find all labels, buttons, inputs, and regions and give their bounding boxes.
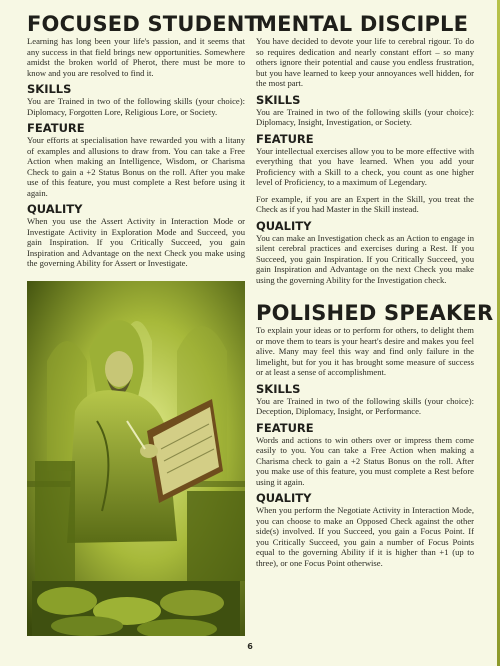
focused-student-feature-heading: FEATURE	[27, 121, 85, 135]
mental-disciple-skills-heading: SKILLS	[256, 92, 301, 107]
focused-student-quality-heading: QUALITY	[27, 202, 83, 216]
page-number: 6	[247, 642, 253, 651]
focused-student-skills-text: You are Trained in two of the following skills (your choice): Diplomacy, Forgotten Lore, Religious Lore, or Society.	[27, 96, 245, 117]
mental-disciple-feature-text: Your intellectual exercises allow you to be more effective with everything that you have learned. When you add your Proficiency with a Skill to a check, you count as one higher level of Proficiency, to a maximum of Legendary.	[256, 145, 474, 187]
polished-speaker-title: POLISHED SPEAKER	[256, 301, 494, 325]
focused-student-title: FOCUSED STUDENT	[27, 12, 260, 36]
left-column	[27, 12, 260, 269]
polished-speaker-feature-text: Words and actions to win others over or impress them come easily to you. You can take a Free Action when making a Charisma check to gain a +2 Status Bonus on the roll. After you make use of this feature, you must complete a Rest before using it again.	[256, 434, 474, 487]
focused-student-section	[27, 12, 260, 269]
polished-speaker-skills-heading: SKILLS	[256, 381, 301, 396]
focused-student-skills-heading: SKILLS	[27, 82, 72, 96]
right-column	[256, 12, 494, 568]
mental-disciple-title: MENTAL DISCIPLE	[256, 12, 469, 36]
focused-student-feature-text: Your efforts at specialisation have rewarded you with a litany of examples and allusions to draw from. You can take a Free Action when making an Intelligence, Wisdom, or Charisma Check to gain a +2 Status Bonus on the roll. After you make use of this feature, you must complete a Rest before using it again.	[27, 135, 245, 198]
focused-student-quality-text: When you use the Assert Activity in Interaction Mode or Investigate Activity in Exploration Mode and Succeed, you gain Inspiration. If you Critically Succeed, you gain Inspiration and Advantage on the next Check you make using the governing Ability for Assert or Investigate.	[27, 216, 245, 268]
mental-disciple-feature-heading: FEATURE	[256, 131, 314, 146]
polished-speaker-feature-heading: FEATURE	[256, 420, 314, 435]
mental-disciple-intro: You have decided to devote your life to cerebral rigour. To do so requires dedication and nearly constant effort – so many others ignore their potential and cause you endless frustration, but you have learned to keep your annoyances well hidden, for the most part.	[256, 36, 474, 88]
mental-disciple-quality-text: You can make an Investigation check as an Action to engage in silent cerebral practices and exercises during a Rest. If you Succeed, you gain Inspiration. If you Critically Succeed, you gain Inspiration and Advantage on the next Check you make using the governing Ability for the Investigation check.	[256, 232, 474, 285]
polished-speaker-section	[256, 301, 494, 568]
mental-disciple-feature-example: For example, if you are an Expert in the Skill, you treat the Check as if you had Master in the Skill instead.	[256, 193, 474, 214]
polished-speaker-intro: To explain your ideas or to perform for others, to delight them or move them to tears is your heart's desire and makes you feel alive. Many may feel this way and find only failure in the limelight, but for you it has brought some measure of success or at least a sense of accomplishment.	[256, 325, 474, 377]
mental-disciple-section	[256, 12, 474, 285]
polished-speaker-quality-text: When you perform the Negotiate Activity in Interaction Mode, you can choose to make an Opposed Check against the other side(s) involved. If you Succeed, you gain a Focus Point. If you Critically Succeed, you gain a number of Focus Points equal to the governing Ability if it is higher than +1 (up to three), or one Focus Point otherwise.	[256, 505, 474, 568]
mental-disciple-quality-heading: QUALITY	[256, 218, 312, 233]
polished-speaker-quality-heading: QUALITY	[256, 491, 312, 505]
scholar-illustration	[27, 281, 245, 636]
focused-student-intro: Learning has long been your life's passion, and it seems that any success in that field brings new opportunities. Somewhere amidst the broken world of Pherot, there must be more to know and you are resolved to find it.	[27, 36, 245, 78]
mental-disciple-skills-text: You are Trained in two of the following skills (your choice): Diplomacy, Insight, Investigation, or Society.	[256, 106, 474, 127]
polished-speaker-skills-text: You are Trained in two of the following skills (your choice): Deception, Diplomacy, Insight, or Performance.	[256, 395, 474, 416]
